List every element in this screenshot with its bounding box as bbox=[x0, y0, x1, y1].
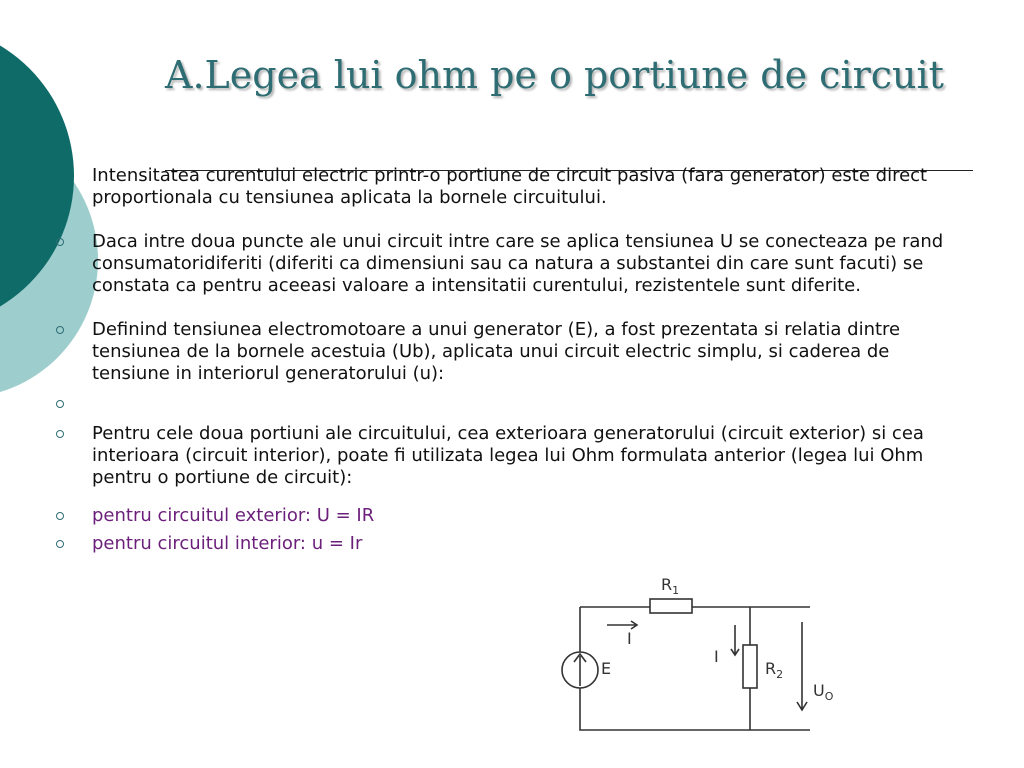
r1-subscript: 1 bbox=[672, 584, 680, 597]
r1-label bbox=[661, 575, 679, 597]
uo-letter: U bbox=[813, 681, 825, 700]
r2-letter: R bbox=[765, 659, 777, 678]
bullet-ring-icon bbox=[56, 326, 64, 334]
current-top-label: I bbox=[627, 629, 632, 648]
bullet-text: Definind tensiunea electromotoare a unui generator (E), a fost prezentata si relatia dintre tensiunea de la bornele acestuia (Ub), aplicata unui circuit electric simplu, si caderea de tensiune in interiorul generatorului (u): bbox=[92, 319, 901, 384]
bullet-ring-icon bbox=[56, 512, 64, 520]
bullet-item bbox=[52, 533, 957, 555]
slide-title: A.Legea lui ohm pe o portiune de circuit bbox=[165, 53, 944, 97]
r2-subscript: 2 bbox=[776, 668, 784, 681]
r1-letter: R bbox=[661, 575, 673, 594]
current-mid-label: I bbox=[714, 647, 719, 666]
bullet-text: pentru circuitul exterior: U = IR bbox=[92, 505, 375, 526]
bullet-item bbox=[52, 423, 957, 489]
bullet-ring-icon bbox=[56, 400, 64, 408]
voltage-arrow-icon bbox=[797, 622, 807, 710]
bullet-ring-icon bbox=[56, 540, 64, 548]
bullet-ring-icon bbox=[56, 430, 64, 438]
bullet-text: Pentru cele doua portiuni ale circuitului, cea exterioara generatorului (circuit exterior) si cea interioara (circuit interior), poate fi utilizata legea lui Ohm formulata anterior (legea lui Ohm pentru o portiune de circuit): bbox=[92, 423, 924, 488]
bullet-item bbox=[52, 319, 957, 385]
e-label: E bbox=[601, 659, 612, 678]
current-arrow-icon bbox=[731, 625, 739, 655]
r2-label bbox=[765, 659, 783, 681]
bullet-item bbox=[52, 393, 957, 415]
current-arrow-icon bbox=[607, 621, 637, 629]
resistor-r1 bbox=[650, 599, 692, 613]
uo-label bbox=[813, 681, 834, 703]
bullet-item bbox=[52, 165, 957, 209]
resistor-r2 bbox=[743, 645, 757, 688]
bullet-text: pentru circuitul interior: u = Ir bbox=[92, 533, 363, 554]
bullet-list bbox=[52, 165, 957, 555]
bullet-ring-icon bbox=[56, 238, 64, 246]
bullet-item bbox=[52, 231, 957, 297]
bullet-item bbox=[52, 505, 957, 527]
uo-subscript: O bbox=[824, 690, 834, 703]
circuit-diagram bbox=[555, 570, 855, 745]
bullet-text: Intensitatea curentului electric printr-o portiune de circuit pasiva (fara generator) este direct proportionala cu tensiunea aplicata la bornele circuitului. bbox=[92, 165, 928, 208]
bullet-text: Daca intre doua puncte ale unui circuit intre care se aplica tensiunea U se conecteaza pe rand consumatoridiferiti (diferiti ca dimensiuni sau ca natura a substantei din care sunt facuti) se constata ca pentru aceeasi valoare a intensitatii curentului, rezistentele sunt diferite. bbox=[92, 231, 944, 296]
